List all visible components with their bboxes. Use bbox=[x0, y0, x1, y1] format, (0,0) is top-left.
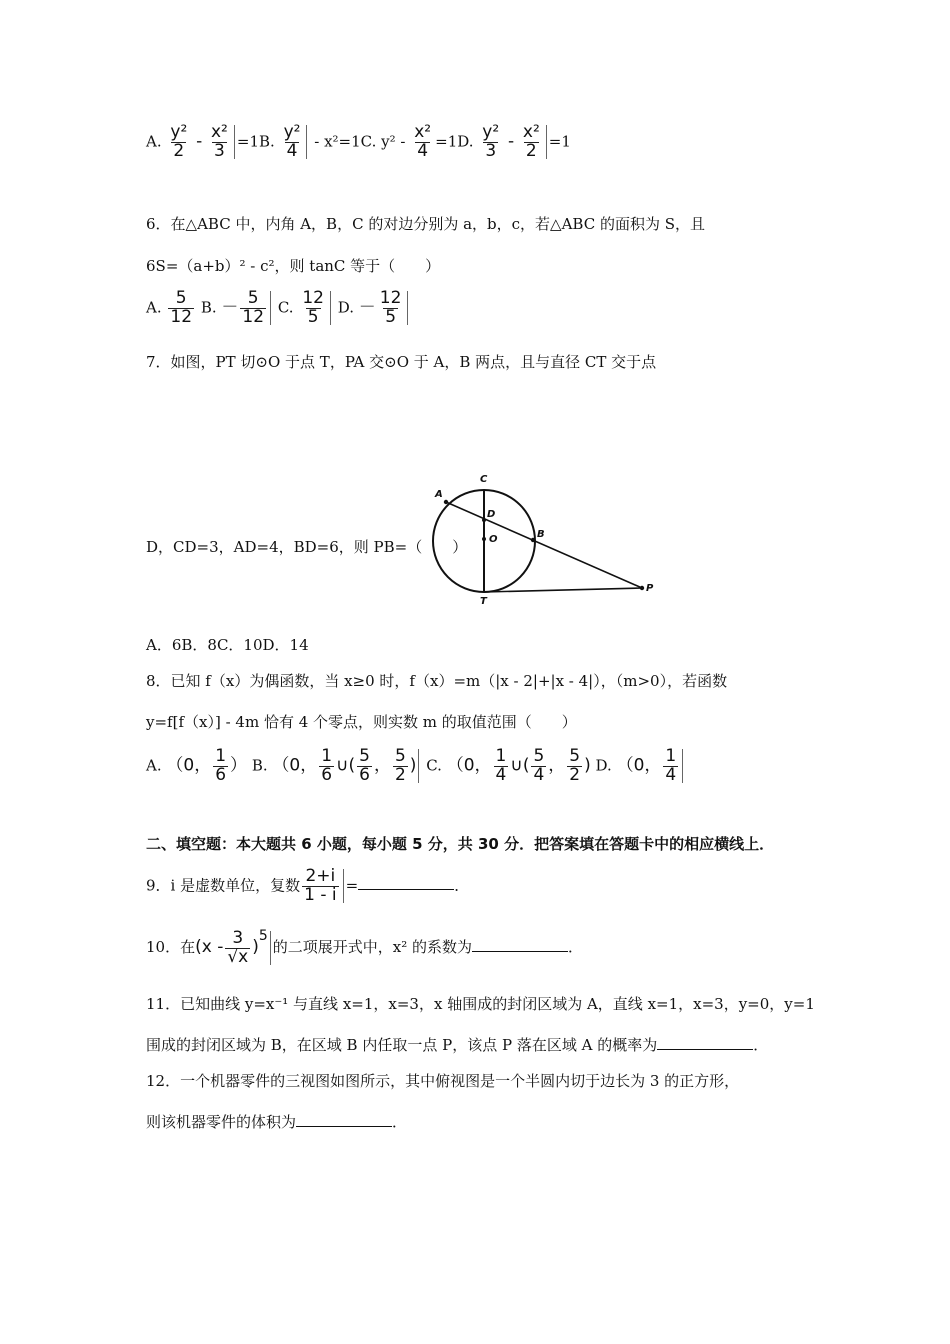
fraction: $\frac{3}{√x}$ bbox=[227, 927, 249, 967]
fraction: $\frac{2+i}{1 - i}$ bbox=[304, 866, 337, 905]
q6-line1: 6．在△ABC 中，内角 A，B，C 的对边分别为 a，b，c，若△ABC 的面积为 S，且 bbox=[146, 215, 706, 233]
fraction: $\frac{\text{y²}}{3}$ bbox=[482, 122, 500, 161]
q10: 10．在(x - $\frac{3}{√x}$ )$^5$的二项展开式中，x² 的系数为 ． bbox=[146, 927, 584, 967]
q8-options: A. （0， $\frac{1}{6}$ ） B. （0， $\frac{1}{6}$ ∪( $\frac{5}{6}$ ， $\frac{5}{2}$ ) C. （0， $\frac{1}{4}$ ∪( $\frac{5}{4}$ ， $\frac{5}{2}$ ) D. （0， $\frac{1}{4}$ bbox=[146, 748, 685, 785]
q8-line2: y=f[f（x）] - 4m 恰有 4 个零点，则实数 m 的取值范围（ ） bbox=[146, 713, 577, 731]
tangent-pt bbox=[484, 588, 642, 592]
answer-blank[interactable] bbox=[472, 937, 568, 952]
answer-blank[interactable] bbox=[358, 875, 454, 890]
q11-line1: 11．已知曲线 y=x⁻¹ 与直线 x=1，x=3，x 轴围成的封闭区域为 A，直线 x=1，x=3，y=0，y=1 bbox=[146, 995, 815, 1013]
fraction: $\frac{5}{12}$ bbox=[170, 288, 193, 327]
fraction: $\frac{12}{5}$ bbox=[379, 288, 402, 327]
answer-blank[interactable] bbox=[657, 1035, 753, 1050]
fraction: $\frac{\text{y²}}{2}$ bbox=[170, 122, 188, 161]
point-p bbox=[640, 586, 644, 590]
fraction: $\frac{5}{6}$ bbox=[359, 746, 370, 785]
q6-line2: 6S=（a+b）² - c²，则 tanC 等于（ ） bbox=[146, 257, 441, 275]
label-t: T bbox=[480, 596, 487, 605]
q7-line2: D，CD=3，AD=4，BD=6，则 PB=（ ） bbox=[146, 538, 468, 556]
circle-tangent-figure bbox=[424, 470, 660, 605]
q12-line1: 12．一个机器零件的三视图如图所示，其中俯视图是一个半圆内切于边长为 3 的正方形， bbox=[146, 1072, 740, 1090]
fraction: $\frac{1}{6}$ bbox=[321, 746, 333, 785]
fraction: $\frac{1}{6}$ bbox=[215, 746, 227, 785]
q12-line2: 则该机器零件的体积为 ． bbox=[146, 1113, 408, 1131]
label-d: D bbox=[487, 509, 496, 520]
q7-options: A．6B．8C．10D．14 bbox=[146, 636, 309, 654]
fraction: $\frac{\text{x²}}{3}$ bbox=[210, 122, 228, 161]
q7-line1: 7．如图，PT 切⊙O 于点 T，PA 交⊙O 于 A，B 两点，且与直径 CT 交于点 bbox=[146, 353, 657, 371]
section-2-heading: 二、填空题：本大题共 6 小题，每小题 5 分，共 30 分．把答案填在答题卡中的相应横线上． bbox=[146, 835, 775, 853]
fraction: $\frac{12}{5}$ bbox=[302, 288, 324, 327]
point-o bbox=[482, 537, 486, 541]
q5-options: A. $\frac{\text{y²}}{2}$ - $\frac{\text{x²}}{3}$ =1B. $\frac{\text{y²}}{4}$ - x²=1C. y² - $\frac{\text{x²}}{4}$ =1D. $\frac{\text{y²}}{3}$ - $\frac{\text{x²}}{2}$ =1 bbox=[146, 122, 571, 161]
label-p: P bbox=[646, 583, 654, 594]
label-b: B bbox=[537, 529, 545, 540]
q9: 9．i 是虚数单位，复数 $\frac{2+i}{1 - i}$ = ． bbox=[146, 866, 470, 905]
q11-line2: 围成的封闭区域为 B，在区域 B 内任取一点 P，该点 P 落在区域 A 的概率为 ． bbox=[146, 1036, 769, 1054]
point-d bbox=[482, 518, 486, 522]
answer-blank[interactable] bbox=[296, 1112, 392, 1127]
label-a: A bbox=[435, 489, 443, 500]
label-o: O bbox=[489, 534, 498, 545]
fraction: $\frac{5}{12}$ bbox=[242, 288, 265, 327]
secant-pa bbox=[446, 502, 642, 588]
fraction: $\frac{1}{4}$ bbox=[495, 746, 507, 785]
q8-line1: 8．已知 f（x）为偶函数，当 x≥0 时，f（x）=m（|x - 2|+|x - 4|），（m>0），若函数 bbox=[146, 672, 728, 690]
point-a bbox=[444, 500, 448, 504]
fraction: $\frac{\text{y²}}{4}$ bbox=[283, 122, 301, 161]
q6-options: A. $\frac{5}{12}$ B. － $\frac{5}{12}$ C. $\frac{12}{5}$ D. － $\frac{12}{5}$ bbox=[146, 290, 410, 327]
fraction: $\frac{1}{4}$ bbox=[665, 746, 677, 785]
fraction: $\frac{\text{x²}}{4}$ bbox=[414, 122, 432, 161]
label-c: C bbox=[480, 474, 488, 485]
fraction: $\frac{\text{x²}}{2}$ bbox=[522, 122, 540, 161]
fraction: $\frac{5}{4}$ bbox=[533, 746, 545, 785]
fraction: $\frac{5}{2}$ bbox=[394, 746, 406, 785]
option-label-a: A. bbox=[146, 132, 162, 151]
fraction: $\frac{5}{2}$ bbox=[569, 746, 581, 785]
point-b bbox=[531, 538, 535, 542]
